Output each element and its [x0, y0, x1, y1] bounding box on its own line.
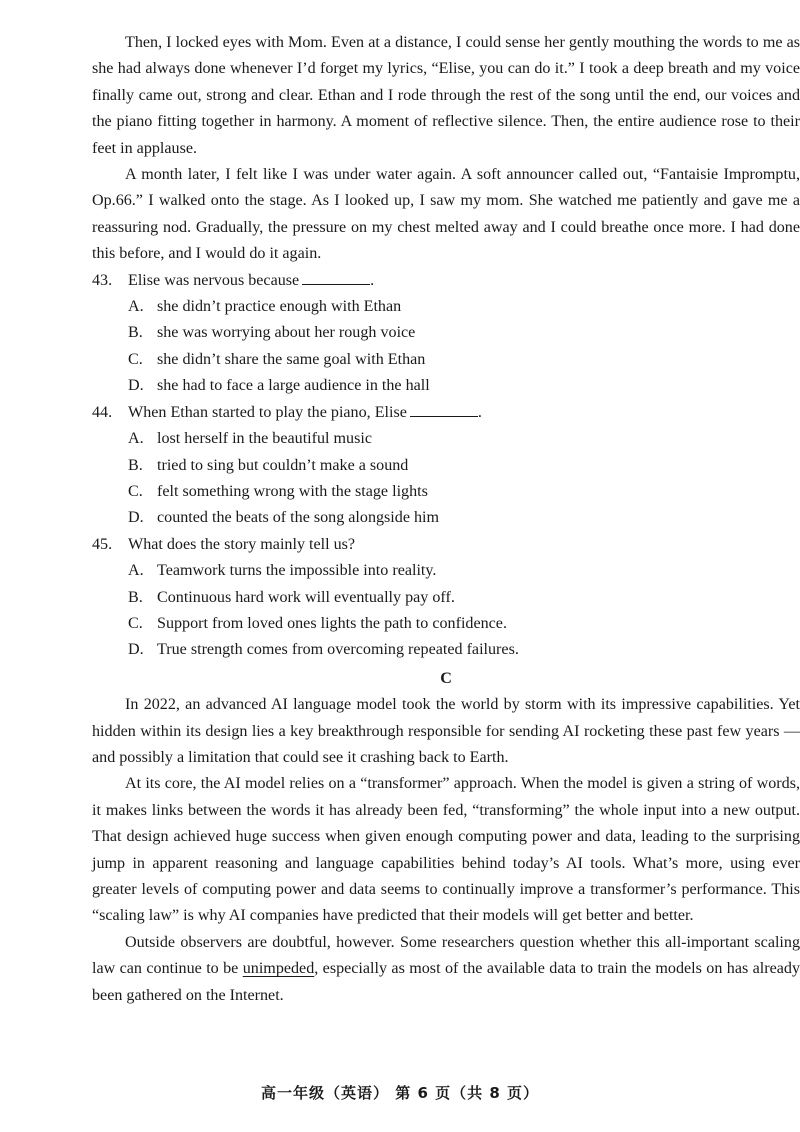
question-number: 45. [92, 535, 113, 553]
passage-c-paragraph-3 [92, 930, 800, 1009]
option-b [92, 453, 800, 479]
option-label: A. [128, 562, 144, 580]
passage-c-paragraph-1: In 2022, an advanced AI language model took the world by storm with its impressive capabilities. Yet hidden within its design lies a key breakthrough responsible for sending AI rocketing these past few years — and possibly a limitation that could see it crashing back to Earth. [92, 696, 800, 766]
question-end-punct: . [477, 403, 482, 421]
paragraph-text: Outside observers are doubtful, however. Some researchers question whether this all-important scaling law can continue to be [92, 933, 800, 978]
question-stem [92, 532, 800, 558]
passage-b-paragraph-2: A month later, I felt like I was under water again. A soft announcer called out, “Fantaisie Impromptu, Op.66.” I walked onto the stage. As I looked up, I saw my mom. She watched me patiently and gave me a reassuring nod. Gradually, the pressure on my chest melted away and I could breathe once more. I had done this before, and I would do it again. [92, 166, 800, 263]
option-text: Support from loved ones lights the path to confidence. [157, 614, 507, 632]
answer-blank [410, 402, 478, 417]
option-text: she had to face a large audience in the hall [157, 377, 430, 395]
question-end-punct: . [370, 271, 375, 289]
option-d [92, 637, 800, 663]
answer-blank [302, 270, 370, 285]
option-text: she was worrying about her rough voice [157, 324, 416, 342]
option-label: C. [128, 482, 143, 500]
option-text: Teamwork turns the impossible into reality. [157, 562, 437, 580]
option-d [92, 505, 800, 531]
option-text: tried to sing but couldn’t make a sound [157, 456, 409, 474]
option-b [92, 320, 800, 346]
option-text: lost herself in the beautiful music [157, 430, 372, 448]
question-number: 44. [92, 403, 113, 421]
question-stem [92, 400, 800, 426]
option-c [92, 479, 800, 505]
option-text: counted the beats of the song alongside him [157, 509, 440, 527]
option-text: felt something wrong with the stage lights [157, 482, 428, 500]
question-number: 43. [92, 271, 113, 289]
option-a [92, 558, 800, 584]
page-footer: 高一年级（英语） 第 6 页（共 8 页） [261, 1084, 539, 1102]
option-a [92, 426, 800, 452]
underlined-word: unimpeded [242, 960, 315, 978]
option-label: A. [128, 430, 144, 448]
option-label: C. [128, 350, 143, 368]
option-c [92, 347, 800, 373]
page-content [92, 30, 800, 1009]
option-text: she didn’t practice enough with Ethan [157, 298, 402, 316]
option-text: True strength comes from overcoming repeated failures. [157, 641, 519, 659]
option-b [92, 585, 800, 611]
option-d [92, 373, 800, 399]
paragraph-text: , especially as most of the available data to train the models on has already been gathered on the Internet. [92, 960, 800, 1004]
question-text: What does the story mainly tell us? [128, 535, 356, 553]
option-label: A. [128, 298, 144, 316]
passage-c-paragraph-2: At its core, the AI model relies on a “transformer” approach. When the model is given a string of words, it makes links between the words it has already been fed, “transforming” the whole input into a new output. That design achieved huge success when given enough computing power and data, leading to the surprising jump in apparent reasoning and language capabilities behind today’s AI tools. What’s more, using ever greater levels of computing power and data seems to continually improve a transformer’s performance. This “scaling law” is why AI companies have predicted that their models will get better and better. [92, 775, 800, 925]
section-heading: C [440, 669, 452, 687]
option-a [92, 294, 800, 320]
option-label: D. [128, 641, 144, 659]
question-text: When Ethan started to play the piano, Elise [128, 403, 407, 421]
question-45 [92, 532, 800, 664]
option-c [92, 611, 800, 637]
option-label: C. [128, 614, 143, 632]
option-label: B. [128, 324, 143, 342]
option-label: B. [128, 456, 143, 474]
option-label: D. [128, 509, 144, 527]
question-stem [92, 268, 800, 294]
question-text: Elise was nervous because [128, 271, 300, 289]
option-label: D. [128, 377, 144, 395]
question-44 [92, 400, 800, 532]
option-text: Continuous hard work will eventually pay off. [157, 588, 455, 606]
question-43 [92, 268, 800, 400]
passage-b-paragraph-1: Then, I locked eyes with Mom. Even at a distance, I could sense her gently mouthing the words to me as she had always done whenever I’d forget my lyrics, “Elise, you can do it.” I took a deep breath and my voice finally came out, strong and clear. Ethan and I rode through the rest of the song until the end, our voices and the piano fitting together in harmony. A moment of reflective silence. Then, the entire audience rose to their feet in applause. [92, 34, 800, 157]
option-text: she didn’t share the same goal with Ethan [157, 350, 426, 368]
option-label: B. [128, 588, 143, 606]
